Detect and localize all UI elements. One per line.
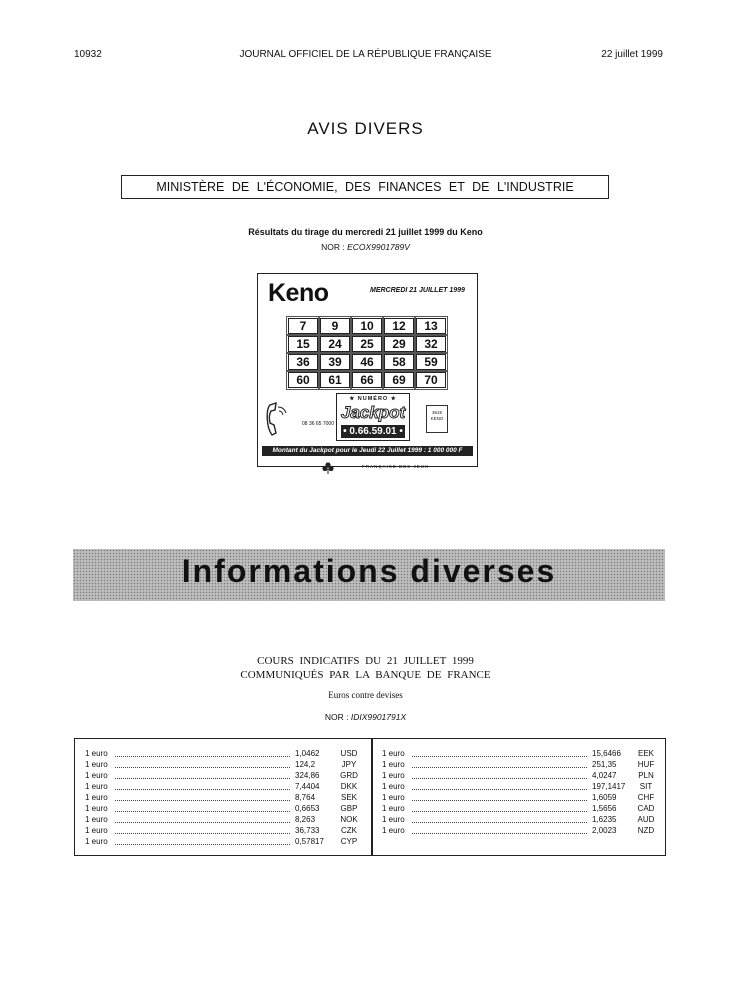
dot-leader	[412, 822, 587, 823]
journal-title: JOURNAL OFFICIEL DE LA RÉPUBLIQUE FRANÇAISE	[239, 49, 492, 60]
keno-logo: Keno	[268, 279, 329, 307]
rate-unit: 1 euro	[85, 749, 108, 758]
currency-code: SEK	[340, 793, 357, 802]
rate-value: 251,35	[592, 760, 617, 769]
currency-code: CZK	[341, 826, 357, 835]
rate-row	[382, 825, 662, 836]
keno-number-cell: 70	[416, 372, 446, 388]
rate-value: 8,764	[295, 793, 316, 802]
dot-leader	[115, 822, 290, 823]
rate-value: 1,6059	[592, 793, 617, 802]
rate-unit: 1 euro	[382, 782, 405, 791]
rate-row	[85, 748, 365, 759]
rate-row	[85, 770, 365, 781]
rate-unit: 1 euro	[85, 793, 108, 802]
rate-row	[85, 781, 365, 792]
rate-value: 2,0023	[592, 826, 617, 835]
rate-value: 8,263	[295, 815, 316, 824]
currency-code: AUD	[637, 815, 655, 824]
jackpot-amount-banner: Montant du Jackpot pour le Jeudi 22 Juillet 1999 : 1 000 000 F	[262, 446, 473, 456]
dot-leader	[115, 789, 290, 790]
currency-code: GRD	[340, 771, 358, 780]
dot-leader	[412, 789, 587, 790]
operator-name: FRANÇAISE DES JEUX	[361, 464, 429, 469]
rate-value: 0,6653	[295, 804, 320, 813]
rate-unit: 1 euro	[382, 804, 405, 813]
rate-unit: 1 euro	[85, 771, 108, 780]
rate-row	[382, 814, 662, 825]
rate-value: 1,5656	[592, 804, 617, 813]
nor-label: NOR :	[324, 712, 349, 722]
keno-number-cell: 12	[384, 318, 414, 334]
keno-number-grid	[288, 318, 448, 388]
rate-unit: 1 euro	[382, 826, 405, 835]
currency-code: USD	[340, 749, 358, 758]
dot-leader	[115, 778, 290, 779]
rate-unit: 1 euro	[85, 760, 108, 769]
rate-value: 4,0247	[592, 771, 617, 780]
rate-row	[85, 803, 365, 814]
keno-number-cell: 7	[288, 318, 318, 334]
keno-number-cell: 58	[384, 354, 414, 370]
currency-code: DKK	[340, 782, 358, 791]
currency-code: PLN	[638, 771, 654, 780]
jackpot-number: • 0.66.59.01 •	[341, 425, 405, 438]
rate-value: 324,86	[295, 771, 320, 780]
rates-column-left	[85, 748, 365, 847]
rate-unit: 1 euro	[85, 782, 108, 791]
currency-code: HUF	[637, 760, 655, 769]
rate-row	[382, 792, 662, 803]
keno-number-cell: 69	[384, 372, 414, 388]
keno-number-cell: 66	[352, 372, 382, 388]
banner-title: Informations diverses	[181, 553, 557, 589]
rate-value: 0,57817	[295, 837, 324, 846]
dot-leader	[412, 800, 587, 801]
rate-unit: 1 euro	[382, 815, 405, 824]
cours-title-line1: COURS INDICATIFS DU 21 JUILLET 1999	[257, 655, 474, 667]
column-divider	[371, 739, 373, 855]
keno-number-cell: 10	[352, 318, 382, 334]
nor-code: IDIX9901791X	[350, 712, 407, 722]
currency-code: EEK	[637, 749, 654, 758]
keno-number-cell: 32	[416, 336, 446, 352]
page-number: 10932	[74, 49, 102, 60]
keno-number-cell: 24	[320, 336, 350, 352]
rate-row	[85, 836, 365, 847]
dot-leader	[412, 756, 587, 757]
minitel-text: 3615 KENO	[430, 410, 444, 421]
dot-leader	[412, 778, 587, 779]
keno-number-cell: 46	[352, 354, 382, 370]
keno-number-cell: 59	[416, 354, 446, 370]
cours-subtitle: Euros contre devises	[328, 690, 403, 700]
dot-leader	[412, 811, 587, 812]
keno-number-cell: 25	[352, 336, 382, 352]
keno-number-cell: 13	[416, 318, 446, 334]
jackpot-label: ★ NUMÉRO ★	[349, 396, 397, 402]
keno-number-cell: 15	[288, 336, 318, 352]
keno-number-cell: 61	[320, 372, 350, 388]
currency-code: NZD	[637, 826, 655, 835]
dot-leader	[115, 833, 290, 834]
keno-ticket	[257, 273, 478, 467]
dot-leader	[115, 811, 290, 812]
rate-value: 36,733	[295, 826, 320, 835]
currency-code: GBP	[340, 804, 358, 813]
issue-date: 22 juillet 1999	[601, 49, 663, 60]
informations-diverses-banner	[73, 549, 665, 601]
rate-value: 1,6235	[592, 815, 617, 824]
rate-row	[382, 781, 662, 792]
dot-leader	[115, 767, 290, 768]
rate-unit: 1 euro	[382, 760, 405, 769]
cours-nor	[0, 712, 731, 722]
rate-value: 197,1417	[592, 782, 626, 791]
currency-code: CHF	[637, 793, 655, 802]
currency-code: NOK	[340, 815, 358, 824]
telephone-icon	[264, 401, 292, 439]
currency-code: JPY	[341, 760, 357, 769]
keno-number-cell: 36	[288, 354, 318, 370]
rate-row	[382, 770, 662, 781]
phone-number: 08 36 65 7000	[302, 421, 334, 427]
jackpot-box	[336, 393, 410, 441]
section-title: AVIS DIVERS	[307, 119, 424, 138]
rates-column-right	[382, 748, 662, 836]
cours-title-line2: COMMUNIQUÉS PAR LA BANQUE DE FRANCE	[240, 669, 491, 681]
rate-value: 15,6466	[592, 749, 621, 758]
ministry-box: MINISTÈRE DE L'ÉCONOMIE, DES FINANCES ET DE L'INDUSTRIE	[121, 175, 609, 199]
rate-row	[382, 803, 662, 814]
nor-code: ECOX9901789V	[347, 242, 410, 252]
minitel-icon	[426, 405, 448, 433]
rate-unit: 1 euro	[85, 826, 108, 835]
keno-number-cell: 9	[320, 318, 350, 334]
rate-unit: 1 euro	[382, 771, 405, 780]
dot-leader	[412, 767, 587, 768]
rate-row	[85, 814, 365, 825]
rate-row	[85, 759, 365, 770]
keno-nor	[0, 242, 731, 252]
rate-row	[382, 748, 662, 759]
rate-value: 7,4404	[295, 782, 320, 791]
currency-code: CAD	[637, 804, 655, 813]
dot-leader	[115, 800, 290, 801]
rate-value: 1,0462	[295, 749, 320, 758]
exchange-rates-table	[74, 738, 666, 856]
currency-code: SIT	[639, 782, 653, 791]
keno-number-cell: 60	[288, 372, 318, 388]
currency-code: CYP	[340, 837, 358, 846]
dot-leader	[115, 756, 290, 757]
rate-row	[85, 792, 365, 803]
rate-value: 124,2	[295, 760, 316, 769]
keno-notice-title: Résultats du tirage du mercredi 21 juillet 1999 du Keno	[248, 227, 483, 237]
rate-row	[382, 759, 662, 770]
dot-leader	[412, 833, 587, 834]
jackpot-word: Jackpot	[340, 403, 406, 422]
rate-unit: 1 euro	[85, 815, 108, 824]
rate-unit: 1 euro	[382, 793, 405, 802]
dot-leader	[115, 844, 290, 845]
rate-row	[85, 825, 365, 836]
rate-unit: 1 euro	[382, 749, 405, 758]
rate-unit: 1 euro	[85, 837, 108, 846]
rate-unit: 1 euro	[85, 804, 108, 813]
keno-number-cell: 29	[384, 336, 414, 352]
nor-label: NOR :	[321, 242, 345, 252]
keno-draw-date: MERCREDI 21 JUILLET 1999	[370, 287, 465, 294]
keno-number-cell: 39	[320, 354, 350, 370]
